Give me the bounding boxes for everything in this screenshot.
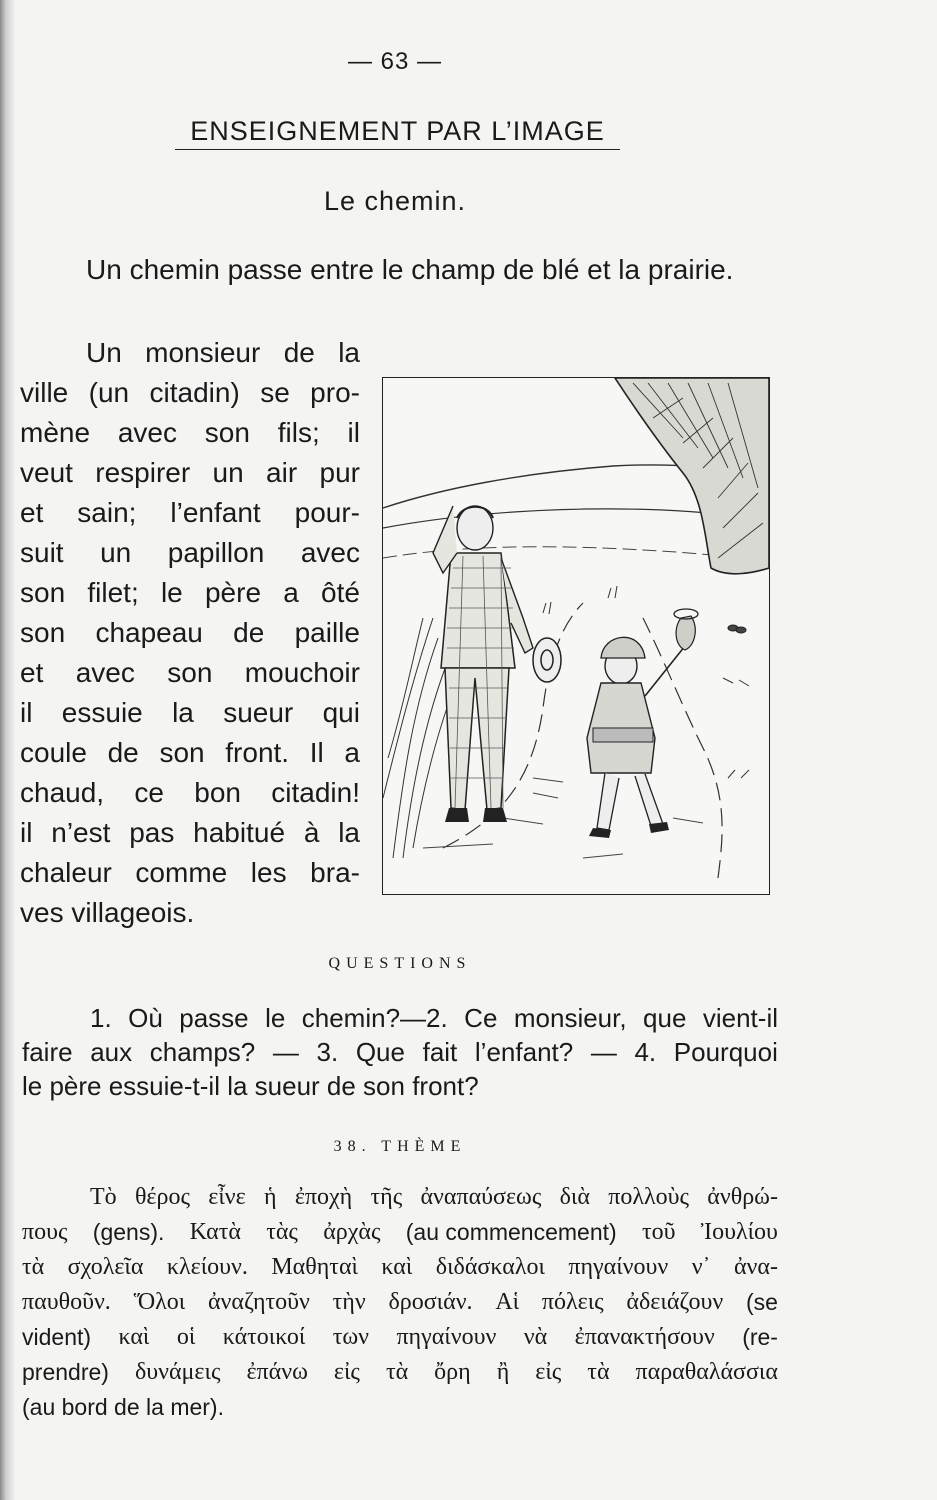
word: le: [265, 1003, 286, 1033]
word: Ὅλοι: [133, 1289, 186, 1315]
word: monsieur: [145, 337, 261, 368]
word: son: [20, 617, 66, 648]
word: σχολεῖα: [67, 1254, 144, 1280]
word: 4.: [634, 1037, 657, 1067]
theme-heading: 38. THÈME: [333, 1138, 467, 1155]
word: l’enfant: [170, 497, 261, 528]
word: ἀρχὰς: [323, 1219, 381, 1245]
word: κάτοικοί: [222, 1324, 306, 1350]
word: paille: [294, 617, 360, 648]
word: πολλοὺς: [608, 1184, 690, 1210]
word: εἰς: [333, 1359, 360, 1385]
word: père: [204, 577, 262, 608]
word: monsieur,: [513, 1003, 627, 1033]
word: εἰς: [535, 1359, 562, 1385]
theme-exercise-text: [22, 1180, 778, 1425]
word: οἱ: [176, 1324, 196, 1350]
theme-line: [22, 1390, 778, 1425]
paragraph-2-line: [20, 773, 360, 813]
word: de: [283, 337, 315, 368]
word: τῆς: [370, 1184, 403, 1210]
word: τοῦ: [641, 1219, 676, 1245]
word: (gens).: [92, 1219, 165, 1245]
word: son: [204, 417, 250, 448]
word: (re-: [742, 1324, 778, 1350]
paragraph-1-text: Un chemin passe entre le champ de blé et la prairie.: [86, 254, 734, 285]
word: ôté: [321, 577, 360, 608]
word: κλείουν.: [166, 1254, 248, 1280]
word: δροσιάν.: [388, 1289, 473, 1315]
theme-line: [22, 1250, 778, 1285]
word: pas: [129, 817, 175, 848]
word: fait: [422, 1037, 458, 1067]
word: ville: [20, 377, 69, 408]
word: avec: [75, 657, 135, 688]
word: passe: [179, 1003, 249, 1033]
word: ἀναπαύσεως: [420, 1184, 542, 1210]
paragraph-2-line: [20, 493, 360, 533]
paragraph-2-line: [20, 453, 360, 493]
word: les: [250, 857, 287, 888]
word: (au commencement): [405, 1219, 617, 1245]
word: il: [20, 697, 33, 728]
word: il: [347, 417, 360, 448]
word: chemin?—2.: [301, 1003, 448, 1033]
word: (au bord de la mer).: [22, 1394, 224, 1420]
paragraph-2-line: [20, 613, 360, 653]
word: un: [212, 457, 244, 488]
question-line: [22, 1001, 778, 1035]
illustration-father-son-path: [383, 378, 769, 894]
word: τὰ: [22, 1254, 45, 1280]
word: fils;: [277, 417, 320, 448]
word: τὰ: [587, 1359, 610, 1385]
lesson-title: Le chemin.: [323, 186, 467, 216]
word: le: [160, 577, 183, 608]
word: διδάσκαλοι: [435, 1254, 545, 1280]
word: veut: [20, 457, 73, 488]
word: suit: [20, 537, 64, 568]
paragraph-2-line: [20, 733, 360, 773]
word: citadin!: [271, 777, 360, 808]
word: ves villageois.: [20, 897, 195, 928]
paragraph-2-line: [20, 333, 360, 373]
word: citadin): [149, 377, 240, 408]
word: habitué: [193, 817, 286, 848]
paragraph-2-line: [20, 853, 360, 893]
word: un: [100, 537, 132, 568]
paragraph-2: [20, 333, 360, 933]
word: pur: [319, 457, 360, 488]
word: πηγαίνουν: [568, 1254, 669, 1280]
word: a: [344, 737, 360, 768]
word: bra-: [310, 857, 360, 888]
word: la: [172, 697, 194, 728]
word: front.: [225, 737, 290, 768]
word: τὴν: [332, 1289, 366, 1315]
section-title: ENSEIGNEMENT PAR L’IMAGE: [175, 116, 620, 150]
word: παραθαλάσσια: [635, 1359, 778, 1385]
word: air: [266, 457, 298, 488]
word: Μαθηταὶ: [271, 1254, 358, 1280]
word: de: [233, 617, 265, 648]
word: —: [590, 1037, 617, 1067]
theme-line: [22, 1180, 778, 1215]
word: prendre): [22, 1359, 109, 1385]
word: ἐπανακτήσουν: [574, 1324, 715, 1350]
word: chaleur: [20, 857, 112, 888]
word: chapeau: [95, 617, 203, 648]
questions-block: [22, 1001, 778, 1103]
paragraph-1: [20, 250, 775, 290]
word: ἢ: [496, 1359, 510, 1385]
paragraph-2-line: [20, 533, 360, 573]
word: son: [159, 737, 205, 768]
butterfly: [728, 625, 746, 633]
page-number: — 63 —: [347, 48, 443, 75]
word: —: [272, 1037, 299, 1067]
path-edge-right: [643, 618, 722, 878]
word: ἀναζητοῦν: [207, 1289, 310, 1315]
word: vient-il: [702, 1003, 778, 1033]
theme-line: [22, 1285, 778, 1320]
word: Ce: [464, 1003, 498, 1033]
word: bon: [194, 777, 241, 808]
word: la: [338, 337, 360, 368]
question-line: [22, 1035, 778, 1069]
word: (se: [745, 1289, 778, 1315]
word: (un: [88, 377, 130, 408]
word: θέρος: [134, 1184, 190, 1210]
tree-trunk: [615, 378, 769, 574]
word: n’est: [51, 817, 111, 848]
word: πηγαίνουν: [396, 1324, 497, 1350]
paragraph-2-line: [20, 813, 360, 853]
word: aux: [90, 1037, 133, 1067]
word: παυθοῦν.: [22, 1289, 111, 1315]
word: sueur: [223, 697, 294, 728]
word: se: [260, 377, 290, 408]
word: qui: [322, 697, 360, 728]
word: Αἱ: [495, 1289, 520, 1315]
child-figure: [587, 609, 698, 838]
father-figure: [433, 506, 561, 822]
word: filet;: [87, 577, 139, 608]
word: champs?: [149, 1037, 256, 1067]
word: πόλεις: [541, 1289, 604, 1315]
word: mouchoir: [244, 657, 360, 688]
word: mène: [20, 417, 91, 448]
word: pro-: [310, 377, 360, 408]
word: τὰ: [385, 1359, 409, 1385]
word: Τὸ: [90, 1184, 117, 1210]
word: coule: [20, 737, 87, 768]
word: essuie: [61, 697, 143, 728]
word: ὄρη: [434, 1359, 471, 1385]
word: ἀδειάζουν: [626, 1289, 724, 1315]
word: ν᾽: [691, 1254, 711, 1280]
word: νὰ: [523, 1324, 548, 1350]
word: il: [20, 817, 33, 848]
theme-line: [22, 1320, 778, 1355]
word: le père essuie-t-il la sueur de son front?: [22, 1071, 479, 1101]
word: vident): [22, 1324, 92, 1350]
word: et: [20, 497, 44, 528]
word: καὶ: [118, 1324, 150, 1350]
word: Un: [86, 337, 122, 368]
word: avec: [117, 417, 177, 448]
word: των: [332, 1324, 370, 1350]
word: comme: [135, 857, 228, 888]
word: avec: [300, 537, 360, 568]
word: de: [107, 737, 139, 768]
paragraph-2-line: [20, 893, 360, 933]
word: 3.: [316, 1037, 339, 1067]
word: chaud,: [20, 777, 105, 808]
word: Pourquoi: [673, 1037, 778, 1067]
page-binding-edge: [0, 0, 16, 1500]
paragraph-2-line: [20, 573, 360, 613]
word: que: [643, 1003, 687, 1033]
word: ἡ: [264, 1184, 277, 1210]
word: l’enfant?: [474, 1037, 574, 1067]
theme-line: [22, 1355, 778, 1390]
word: εἶνε: [208, 1184, 246, 1210]
paragraph-2-line: [20, 413, 360, 453]
word: 1.: [90, 1003, 112, 1033]
word: son: [167, 657, 213, 688]
word: son: [20, 577, 66, 608]
word: τὰς: [266, 1219, 298, 1245]
word: ἀνθρώ-: [707, 1184, 778, 1210]
word: καὶ: [381, 1254, 413, 1280]
word: πους: [22, 1219, 68, 1245]
paragraph-2-line: [20, 373, 360, 413]
paragraph-2-line: [20, 653, 360, 693]
word: Κατὰ: [189, 1219, 241, 1245]
word: papillon: [167, 537, 265, 568]
word: sain;: [77, 497, 137, 528]
word: pour-: [294, 497, 360, 528]
word: respirer: [95, 457, 191, 488]
word: la: [338, 817, 360, 848]
word: ἀνα-: [733, 1254, 778, 1280]
word: à: [303, 817, 320, 848]
theme-line: [22, 1215, 778, 1250]
illustration-frame: [382, 377, 770, 895]
word: Que: [355, 1037, 405, 1067]
word: ἐπάνω: [246, 1359, 308, 1385]
word: δυνάμεις: [134, 1359, 221, 1385]
word: διὰ: [559, 1184, 590, 1210]
question-line: [22, 1069, 778, 1103]
word: ce: [134, 777, 164, 808]
word: a: [283, 577, 299, 608]
word: faire: [22, 1037, 73, 1067]
word: Où: [128, 1003, 163, 1033]
word: ἐποχὴ: [294, 1184, 353, 1210]
questions-heading: QUESTIONS: [328, 955, 472, 972]
word: et: [20, 657, 44, 688]
word: Ἰουλίου: [700, 1219, 778, 1245]
paragraph-2-line: [20, 693, 360, 733]
word: Il: [309, 737, 324, 768]
